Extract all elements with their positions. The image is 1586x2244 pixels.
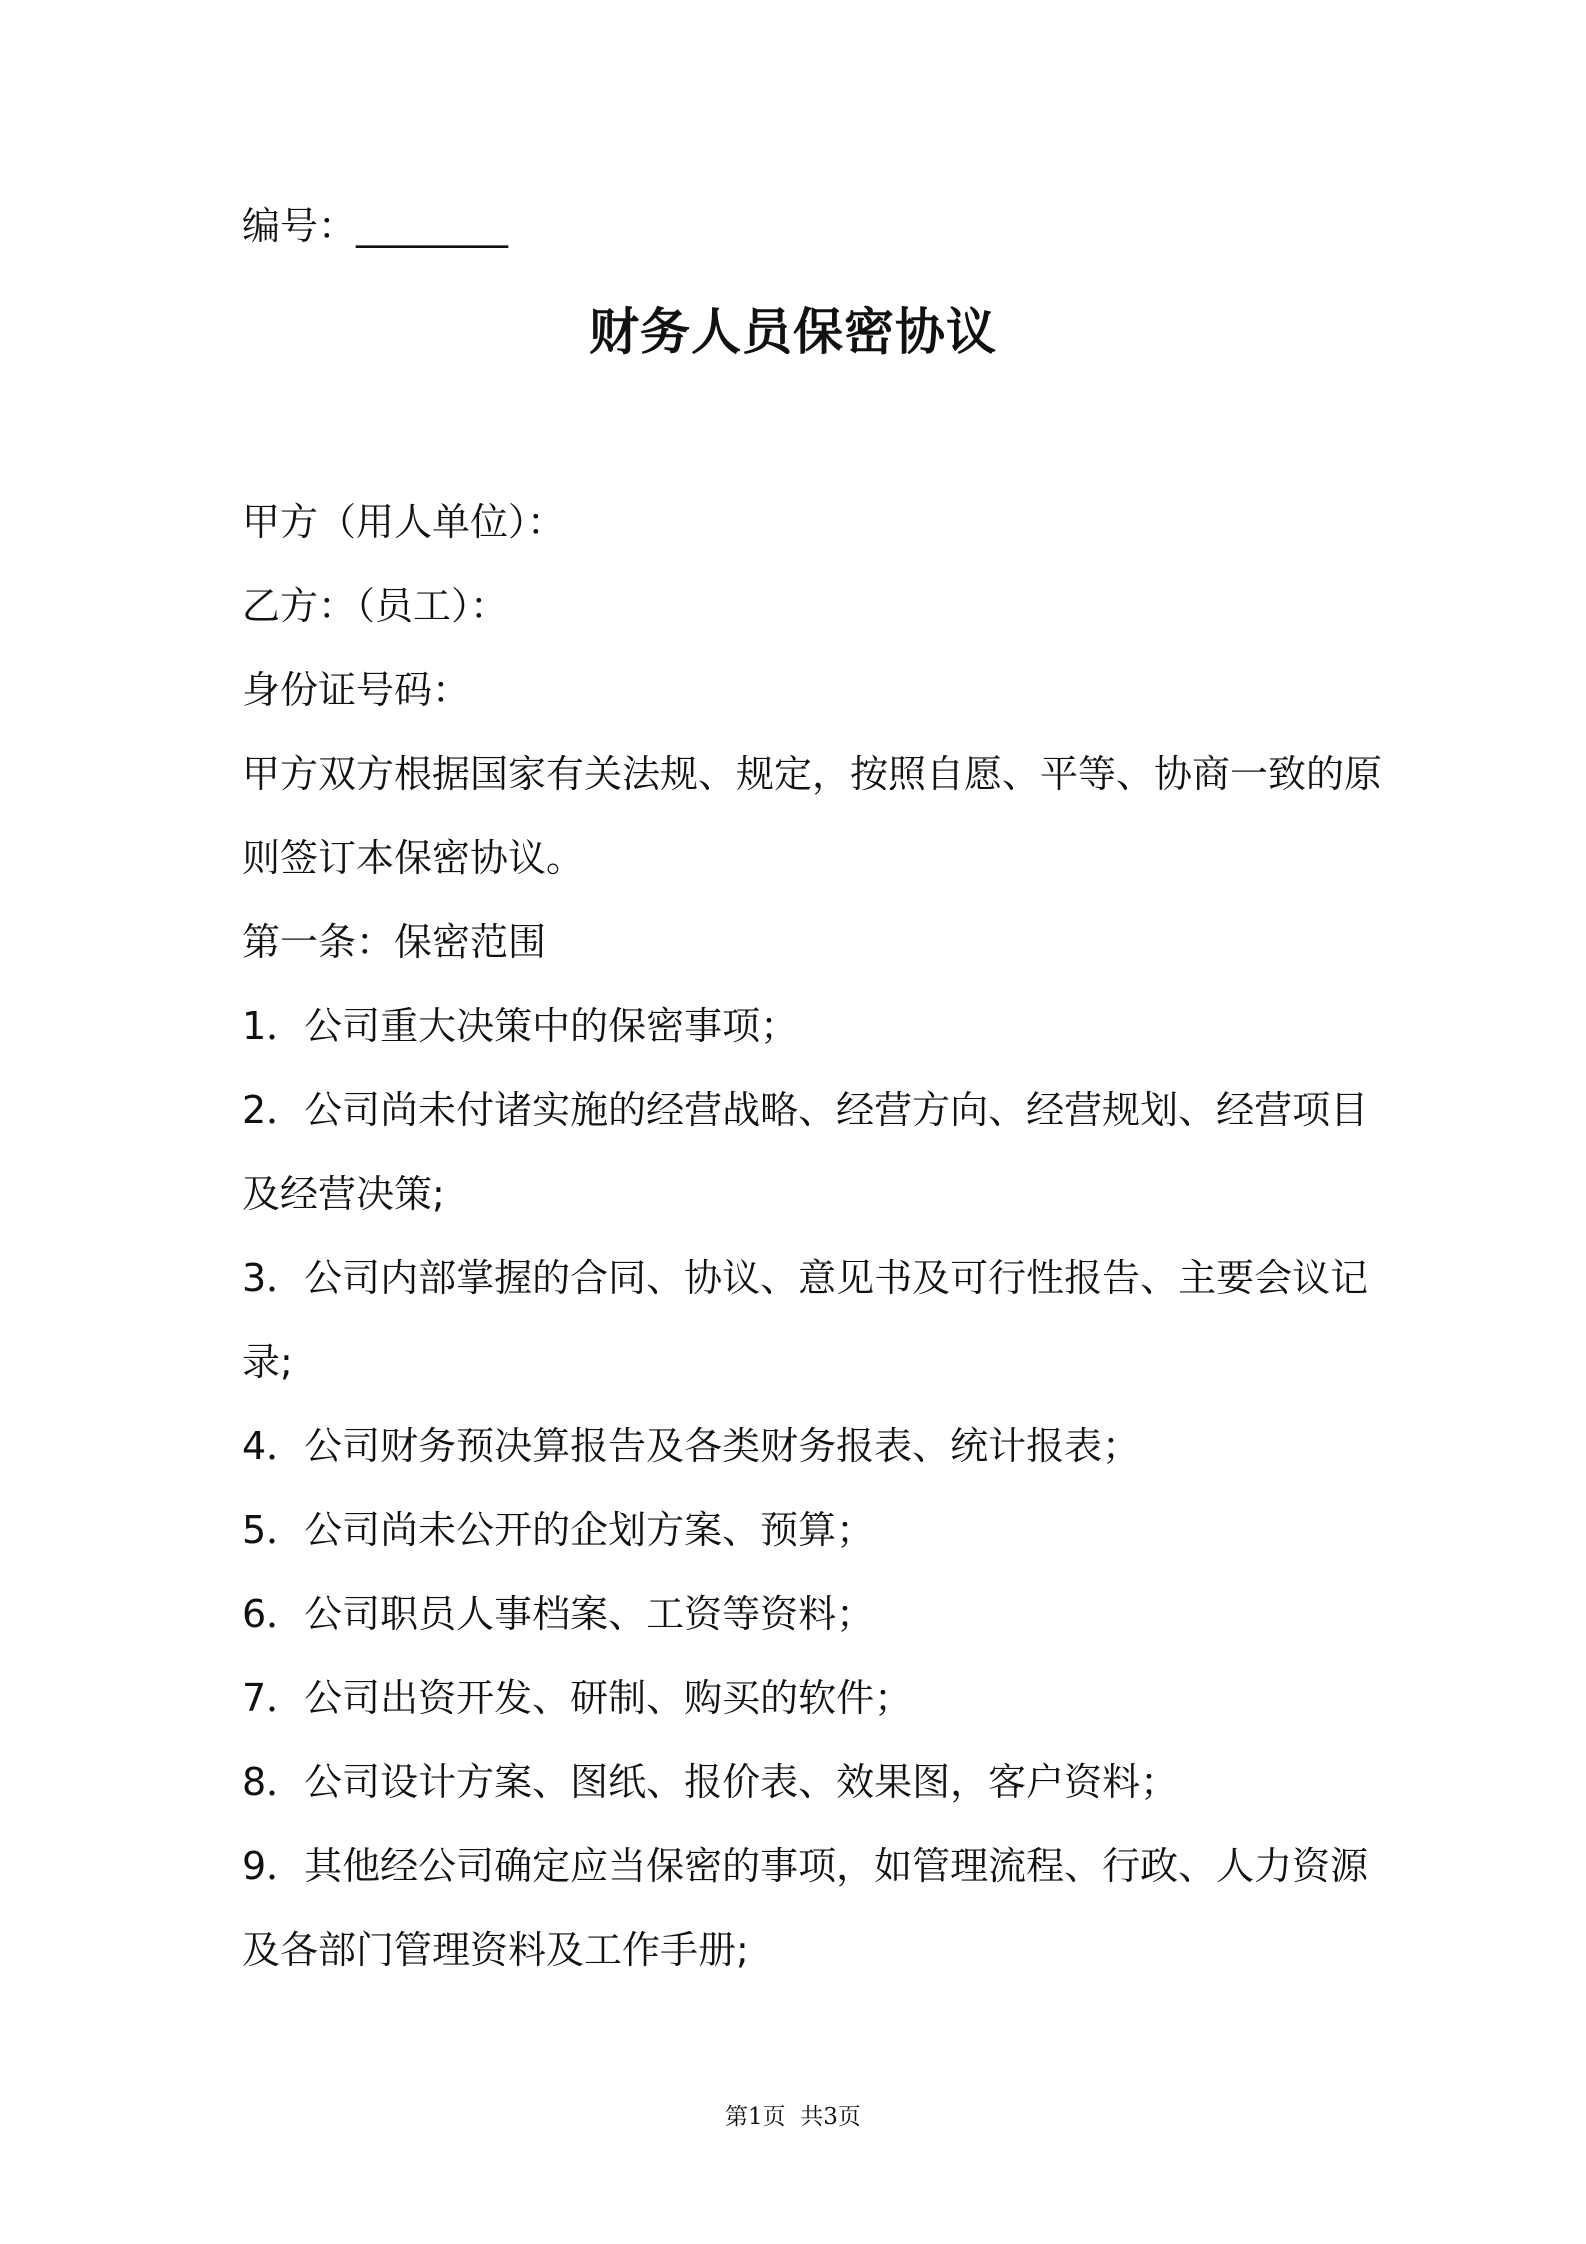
- article-1-item-8: [242, 1740, 1442, 1824]
- list-item-line: 及经营决策;: [242, 1172, 445, 1216]
- list-item-line: 录;: [242, 1340, 293, 1384]
- article-1-item-3: [242, 1236, 1442, 1404]
- article-1-heading: 第一条：保密范围: [242, 920, 547, 964]
- list-item-line: 6．公司职员人事档案、工资等资料；: [242, 1592, 875, 1636]
- list-item-line: 7．公司出资开发、研制、购买的软件；: [242, 1676, 913, 1720]
- document-number-blank: ________: [356, 204, 509, 248]
- article-1-item-9: [242, 1824, 1442, 1992]
- list-item-line: 4．公司财务预决算报告及各类财务报表、统计报表；: [242, 1424, 1141, 1468]
- list-item-line: 8．公司设计方案、图纸、报价表、效果图，客户资料；: [242, 1760, 1179, 1804]
- document-number: [242, 201, 508, 251]
- document-body: [242, 480, 1442, 1992]
- article-1-item-6: [242, 1572, 1442, 1656]
- article-1-item-5: [242, 1488, 1442, 1572]
- preamble-line: 甲方双方根据国家有关法规、规定，按照自愿、平等、协商一致的原: [242, 752, 1383, 796]
- preamble-paragraph: [242, 732, 1442, 900]
- page-footer: 第1页 共3页: [725, 2104, 861, 2130]
- article-1-item-4: [242, 1404, 1442, 1488]
- list-item-line: 及各部门管理资料及工作手册;: [242, 1928, 749, 1972]
- list-item-line: 9．其他经公司确定应当保密的事项，如管理流程、行政、人力资源: [242, 1844, 1369, 1888]
- party-a-line: 甲方（用人单位）：: [242, 500, 566, 544]
- list-item-line: 1．公司重大决策中的保密事项；: [242, 1004, 799, 1048]
- list-item-line: 2．公司尚未付诸实施的经营战略、经营方向、经营规划、经营项目: [242, 1088, 1369, 1132]
- party-b-line: 乙方：（员工）：: [242, 584, 509, 628]
- list-item-line: 5．公司尚未公开的企划方案、预算；: [242, 1508, 875, 1552]
- list-item-line: 3．公司内部掌握的合同、协议、意见书及可行性报告、主要会议记: [242, 1256, 1369, 1300]
- preamble-line: 则签订本保密协议。: [242, 836, 585, 880]
- document-title: 财务人员保密协议: [589, 303, 997, 361]
- id-number-line: 身份证号码：: [242, 668, 471, 712]
- article-1-item-1: [242, 984, 1442, 1068]
- article-1-item-2: [242, 1068, 1442, 1236]
- document-number-label: 编号：: [242, 204, 357, 248]
- article-1-item-7: [242, 1656, 1442, 1740]
